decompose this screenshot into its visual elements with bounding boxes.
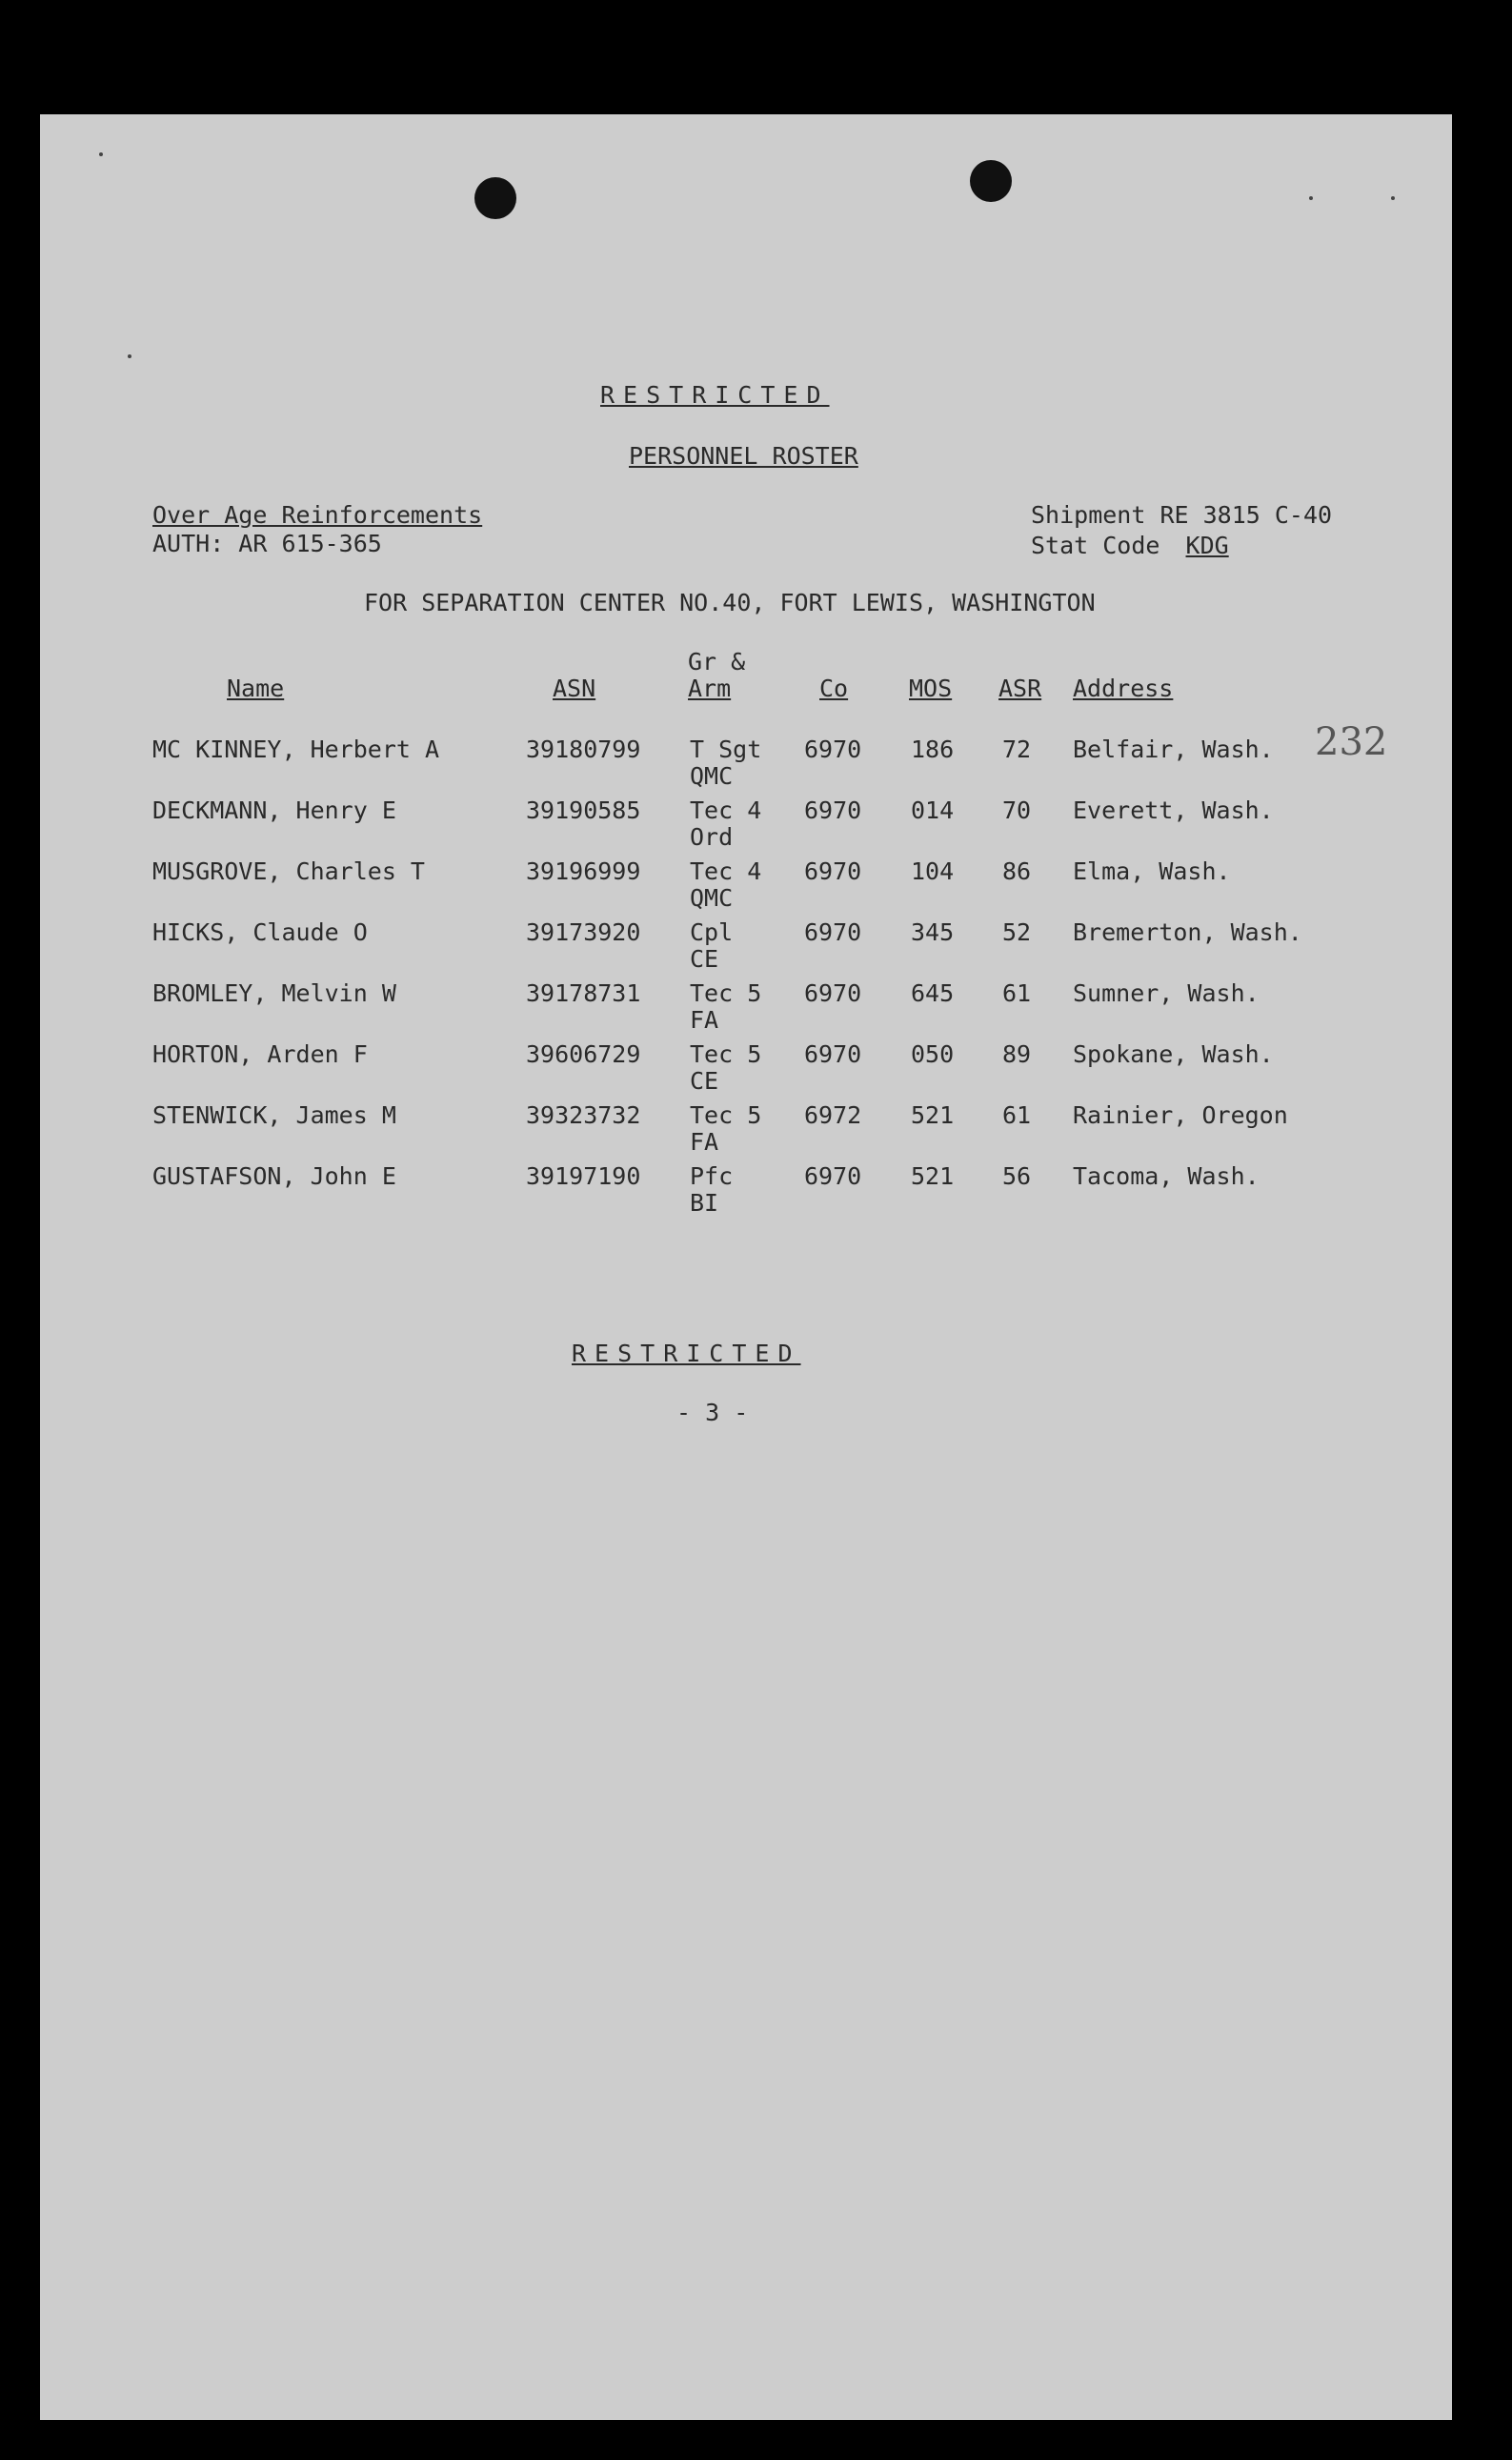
cell-mos: 521 — [911, 1162, 955, 1190]
cell-address: Elma, Wash. — [1073, 857, 1231, 885]
right-header-line1: Shipment RE 3815 C-40 — [1031, 501, 1333, 529]
cell-asn: 39196999 — [526, 857, 641, 885]
cell-name: DECKMANN, Henry E — [152, 796, 396, 824]
cell-asr: 70 — [1002, 796, 1032, 824]
destination-line: FOR SEPARATION CENTER NO.40, FORT LEWIS, WASHINGTON — [364, 589, 1096, 616]
col-header-asn: ASN — [553, 675, 596, 702]
cell-grade: Tec 4 — [690, 796, 762, 824]
col-header-address: Address — [1073, 675, 1174, 702]
page-number: - 3 - — [676, 1399, 749, 1426]
cell-co: 6970 — [804, 918, 862, 946]
cell-arm: Ord — [690, 823, 734, 851]
cell-address: Spokane, Wash. — [1073, 1040, 1274, 1068]
cell-grade: Pfc — [690, 1162, 734, 1190]
punch-hole-left — [474, 177, 516, 219]
cell-address: Bremerton, Wash. — [1073, 918, 1302, 946]
cell-co: 6972 — [804, 1101, 862, 1129]
cell-co: 6970 — [804, 1040, 862, 1068]
cell-arm: QMC — [690, 884, 734, 912]
cell-asr: 61 — [1002, 979, 1032, 1007]
speck — [128, 354, 131, 358]
cell-arm: FA — [690, 1128, 719, 1156]
cell-asr: 61 — [1002, 1101, 1032, 1129]
cell-asr: 72 — [1002, 736, 1032, 763]
cell-name: GUSTAFSON, John E — [152, 1162, 396, 1190]
cell-address: Rainier, Oregon — [1073, 1101, 1288, 1129]
cell-mos: 186 — [911, 736, 955, 763]
cell-address: Sumner, Wash. — [1073, 979, 1260, 1007]
cell-asr: 89 — [1002, 1040, 1032, 1068]
punch-hole-right — [970, 160, 1012, 202]
cell-mos: 345 — [911, 918, 955, 946]
cell-asn: 39190585 — [526, 796, 641, 824]
cell-name: STENWICK, James M — [152, 1101, 396, 1129]
cell-asn: 39323732 — [526, 1101, 641, 1129]
stat-code-label: Stat Code — [1031, 532, 1160, 559]
cell-address: Tacoma, Wash. — [1073, 1162, 1260, 1190]
left-header-line1: Over Age Reinforcements — [152, 501, 483, 529]
cell-co: 6970 — [804, 796, 862, 824]
cell-asn: 39180799 — [526, 736, 641, 763]
cell-co: 6970 — [804, 857, 862, 885]
col-header-co: Co — [819, 675, 849, 702]
cell-grade: Tec 5 — [690, 1101, 762, 1129]
cell-arm: CE — [690, 945, 719, 973]
cell-arm: FA — [690, 1006, 719, 1034]
cell-arm: BI — [690, 1189, 719, 1217]
cell-name: HICKS, Claude O — [152, 918, 368, 946]
cell-asr: 56 — [1002, 1162, 1032, 1190]
cell-grade: Tec 4 — [690, 857, 762, 885]
cell-name: MC KINNEY, Herbert A — [152, 736, 440, 763]
cell-grade: Tec 5 — [690, 1040, 762, 1068]
speck — [1391, 196, 1395, 200]
cell-asn: 39178731 — [526, 979, 641, 1007]
classification-bottom: RESTRICTED — [572, 1340, 801, 1367]
col-header-arm: Arm — [688, 675, 732, 702]
cell-asn: 39197190 — [526, 1162, 641, 1190]
col-header-asr: ASR — [998, 675, 1042, 702]
col-header-mos: MOS — [909, 675, 953, 702]
cell-asn: 39173920 — [526, 918, 641, 946]
cell-arm: CE — [690, 1067, 719, 1095]
cell-mos: 521 — [911, 1101, 955, 1129]
cell-address: Belfair, Wash. — [1073, 736, 1274, 763]
handwritten-page-number: 232 — [1315, 720, 1388, 764]
speck — [99, 152, 103, 156]
cell-grade: Tec 5 — [690, 979, 762, 1007]
cell-co: 6970 — [804, 979, 862, 1007]
cell-mos: 014 — [911, 796, 955, 824]
cell-asr: 52 — [1002, 918, 1032, 946]
cell-address: Everett, Wash. — [1073, 796, 1274, 824]
cell-mos: 050 — [911, 1040, 955, 1068]
cell-grade: Cpl — [690, 918, 734, 946]
cell-arm: QMC — [690, 762, 734, 790]
cell-mos: 645 — [911, 979, 955, 1007]
classification-top: RESTRICTED — [600, 381, 830, 409]
left-header-line2: AUTH: AR 615-365 — [152, 530, 382, 557]
cell-name: HORTON, Arden F — [152, 1040, 368, 1068]
cell-grade: T Sgt — [690, 736, 762, 763]
col-header-gr: Gr & — [688, 648, 746, 675]
document-title: PERSONNEL ROSTER — [629, 442, 858, 470]
cell-co: 6970 — [804, 1162, 862, 1190]
cell-name: BROMLEY, Melvin W — [152, 979, 396, 1007]
cell-asn: 39606729 — [526, 1040, 641, 1068]
cell-name: MUSGROVE, Charles T — [152, 857, 425, 885]
col-header-name: Name — [227, 675, 285, 702]
right-header-line2 — [1031, 532, 1229, 559]
cell-mos: 104 — [911, 857, 955, 885]
cell-co: 6970 — [804, 736, 862, 763]
speck — [1309, 196, 1313, 200]
stat-code-value: KDG — [1185, 532, 1229, 559]
cell-asr: 86 — [1002, 857, 1032, 885]
